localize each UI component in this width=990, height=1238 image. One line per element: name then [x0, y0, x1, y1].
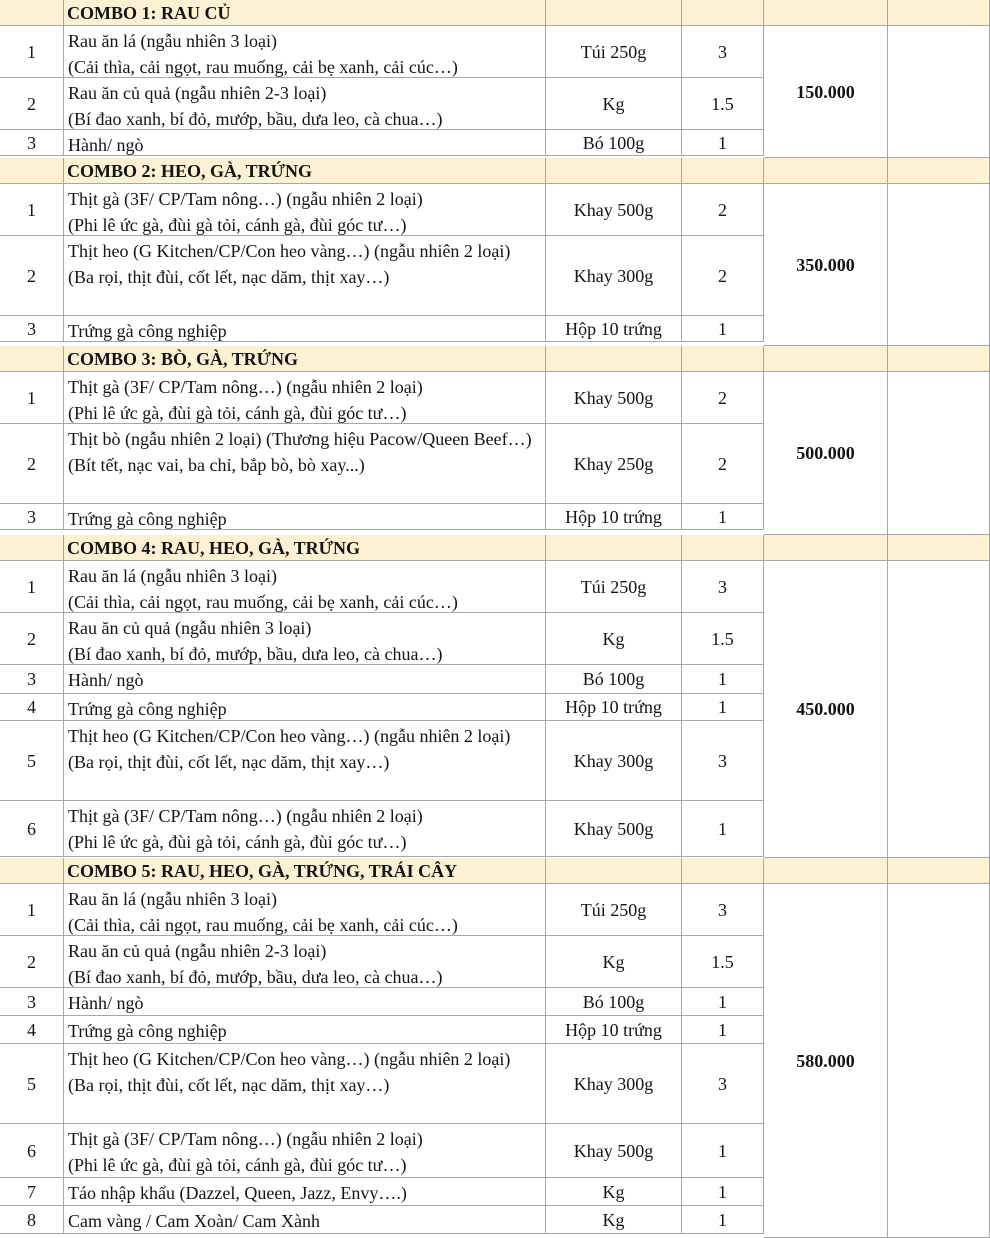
item-quantity: 1 — [682, 1124, 764, 1178]
item-quantity: 1 — [682, 1178, 764, 1206]
blank-cell — [888, 561, 990, 858]
item-description: Rau ăn lá (ngẫu nhiên 3 loại) (Cải thìa, cải ngọt, rau muống, cải bẹ xanh, cải cúc…) — [64, 884, 546, 936]
item-description: Hành/ ngò — [64, 665, 546, 694]
item-quantity: 1 — [682, 1206, 764, 1234]
combo-header-blank-cell — [546, 0, 682, 26]
combo-header-blank-cell — [764, 858, 888, 884]
item-unit: Túi 250g — [546, 561, 682, 613]
item-quantity: 1 — [682, 694, 764, 721]
item-number: 1 — [0, 372, 64, 424]
item-quantity: 3 — [682, 884, 764, 936]
item-description: Thịt gà (3F/ CP/Tam nông…) (ngẫu nhiên 2 loại) (Phi lê ức gà, đùi gà tỏi, cánh gà, đùi góc tư…) — [64, 801, 546, 857]
item-quantity: 1.5 — [682, 613, 764, 665]
item-quantity: 1 — [682, 801, 764, 857]
item-description: Rau ăn lá (ngẫu nhiên 3 loại) (Cải thìa, cải ngọt, rau muống, cải bẹ xanh, cải cúc…) — [64, 26, 546, 78]
combo-header-blank-cell — [682, 535, 764, 561]
item-quantity: 3 — [682, 1044, 764, 1124]
item-description: Hành/ ngò — [64, 988, 546, 1016]
item-unit: Khay 500g — [546, 801, 682, 857]
item-unit: Khay 250g — [546, 424, 682, 504]
item-description: Rau ăn lá (ngẫu nhiên 3 loại) (Cải thìa, cải ngọt, rau muống, cải bẹ xanh, cải cúc…) — [64, 561, 546, 613]
blank-cell — [888, 26, 990, 158]
item-quantity: 2 — [682, 372, 764, 424]
combo-title: COMBO 4: RAU, HEO, GÀ, TRỨNG — [64, 535, 546, 561]
item-number: 2 — [0, 936, 64, 988]
item-description: Rau ăn củ quả (ngẫu nhiên 2-3 loại) (Bí đao xanh, bí đỏ, mướp, bầu, dưa leo, cà chua…) — [64, 78, 546, 130]
item-number: 1 — [0, 884, 64, 936]
item-quantity: 1 — [682, 504, 764, 530]
blank-cell — [888, 184, 990, 346]
item-unit: Hộp 10 trứng — [546, 1016, 682, 1044]
item-number: 2 — [0, 424, 64, 504]
combo-header-blank-cell — [888, 346, 990, 372]
combo-header-blank-cell — [546, 535, 682, 561]
item-number: 1 — [0, 184, 64, 236]
item-unit: Kg — [546, 78, 682, 130]
item-unit: Khay 500g — [546, 184, 682, 236]
combo-header-blank-cell — [764, 158, 888, 184]
item-unit: Bó 100g — [546, 665, 682, 694]
item-description: Thịt heo (G Kitchen/CP/Con heo vàng…) (ngẫu nhiên 2 loại) (Ba rọi, thịt đùi, cốt lết, nạc dăm, thịt xay…) — [64, 721, 546, 801]
item-quantity: 1 — [682, 988, 764, 1016]
blank-cell — [888, 884, 990, 1238]
combo-header-blank-cell — [764, 0, 888, 26]
item-number: 2 — [0, 613, 64, 665]
item-description: Rau ăn củ quả (ngẫu nhiên 2-3 loại) (Bí đao xanh, bí đỏ, mướp, bầu, dưa leo, cà chua…) — [64, 936, 546, 988]
item-number: 3 — [0, 988, 64, 1016]
item-quantity: 3 — [682, 26, 764, 78]
combo-header-blank-cell — [0, 346, 64, 372]
combo-header-blank-cell — [546, 346, 682, 372]
item-quantity: 1.5 — [682, 936, 764, 988]
combo-price: 580.000 — [764, 884, 888, 1238]
item-number: 7 — [0, 1178, 64, 1206]
combo-title: COMBO 1: RAU CỦ — [64, 0, 546, 26]
item-description: Thịt heo (G Kitchen/CP/Con heo vàng…) (ngẫu nhiên 2 loại) (Ba rọi, thịt đùi, cốt lết, nạc dăm, thịt xay…) — [64, 236, 546, 316]
combo-header-blank-cell — [0, 535, 64, 561]
item-unit: Khay 500g — [546, 1124, 682, 1178]
combo-header-blank-cell — [682, 858, 764, 884]
item-unit: Kg — [546, 936, 682, 988]
blank-cell — [888, 372, 990, 535]
combo-title: COMBO 3: BÒ, GÀ, TRỨNG — [64, 346, 546, 372]
item-number: 6 — [0, 1124, 64, 1178]
item-unit: Kg — [546, 1178, 682, 1206]
item-number: 5 — [0, 721, 64, 801]
item-description: Thịt gà (3F/ CP/Tam nông…) (ngẫu nhiên 2 loại) (Phi lê ức gà, đùi gà tỏi, cánh gà, đùi góc tư…) — [64, 1124, 546, 1178]
item-unit: Bó 100g — [546, 988, 682, 1016]
item-description: Thịt gà (3F/ CP/Tam nông…) (ngẫu nhiên 2 loại) (Phi lê ức gà, đùi gà tỏi, cánh gà, đùi góc tư…) — [64, 372, 546, 424]
item-quantity: 1.5 — [682, 78, 764, 130]
item-quantity: 2 — [682, 236, 764, 316]
combo-header-blank-cell — [764, 535, 888, 561]
item-description: Thịt heo (G Kitchen/CP/Con heo vàng…) (ngẫu nhiên 2 loại) (Ba rọi, thịt đùi, cốt lết, nạc dăm, thịt xay…) — [64, 1044, 546, 1124]
combo-header-blank-cell — [0, 158, 64, 184]
item-description: Trứng gà công nghiệp — [64, 504, 546, 530]
item-number: 3 — [0, 504, 64, 530]
item-unit: Hộp 10 trứng — [546, 316, 682, 342]
item-quantity: 3 — [682, 721, 764, 801]
item-description: Táo nhập khẩu (Dazzel, Queen, Jazz, Envy….) — [64, 1178, 546, 1206]
combo-header-blank-cell — [546, 858, 682, 884]
item-unit: Khay 300g — [546, 721, 682, 801]
item-unit: Túi 250g — [546, 884, 682, 936]
item-number: 2 — [0, 236, 64, 316]
item-number: 4 — [0, 694, 64, 721]
item-quantity: 2 — [682, 184, 764, 236]
combo-header-blank-cell — [682, 0, 764, 26]
item-number: 8 — [0, 1206, 64, 1234]
item-number: 3 — [0, 316, 64, 342]
item-number: 2 — [0, 78, 64, 130]
item-unit: Túi 250g — [546, 26, 682, 78]
item-number: 3 — [0, 665, 64, 694]
combo-price: 350.000 — [764, 184, 888, 346]
item-quantity: 3 — [682, 561, 764, 613]
item-quantity: 1 — [682, 130, 764, 156]
item-unit: Hộp 10 trứng — [546, 694, 682, 721]
item-number: 6 — [0, 801, 64, 857]
item-quantity: 1 — [682, 316, 764, 342]
item-description: Trứng gà công nghiệp — [64, 1016, 546, 1044]
item-description: Thịt gà (3F/ CP/Tam nông…) (ngẫu nhiên 2 loại) (Phi lê ức gà, đùi gà tỏi, cánh gà, đùi góc tư…) — [64, 184, 546, 236]
item-number: 3 — [0, 130, 64, 156]
combo-header-blank-cell — [682, 158, 764, 184]
combo-header-blank-cell — [888, 0, 990, 26]
item-unit: Kg — [546, 613, 682, 665]
item-quantity: 1 — [682, 665, 764, 694]
combo-title: COMBO 5: RAU, HEO, GÀ, TRỨNG, TRÁI CÂY — [64, 858, 546, 884]
combo-header-blank-cell — [888, 858, 990, 884]
item-quantity: 2 — [682, 424, 764, 504]
item-description: Rau ăn củ quả (ngẫu nhiên 3 loại) (Bí đao xanh, bí đỏ, mướp, bầu, dưa leo, cà chua…) — [64, 613, 546, 665]
item-number: 1 — [0, 561, 64, 613]
combo-price: 500.000 — [764, 372, 888, 535]
combo-header-blank-cell — [682, 346, 764, 372]
item-quantity: 1 — [682, 1016, 764, 1044]
combo-header-blank-cell — [888, 535, 990, 561]
item-unit: Hộp 10 trứng — [546, 504, 682, 530]
combo-price: 450.000 — [764, 561, 888, 858]
item-number: 4 — [0, 1016, 64, 1044]
item-description: Trứng gà công nghiệp — [64, 694, 546, 721]
item-unit: Kg — [546, 1206, 682, 1234]
item-unit: Bó 100g — [546, 130, 682, 156]
item-description: Thịt bò (ngẫu nhiên 2 loại) (Thương hiệu Pacow/Queen Beef…) (Bít tết, nạc vai, ba chỉ, bắp bò, bò xay...) — [64, 424, 546, 504]
combo-header-blank-cell — [888, 158, 990, 184]
item-unit: Khay 500g — [546, 372, 682, 424]
item-unit: Khay 300g — [546, 1044, 682, 1124]
combo-price: 150.000 — [764, 26, 888, 158]
item-number: 5 — [0, 1044, 64, 1124]
item-description: Cam vàng / Cam Xoàn/ Cam Xành — [64, 1206, 546, 1234]
item-number: 1 — [0, 26, 64, 78]
combo-header-blank-cell — [0, 858, 64, 884]
combo-header-blank-cell — [764, 346, 888, 372]
combo-header-blank-cell — [0, 0, 64, 26]
combo-header-blank-cell — [546, 158, 682, 184]
item-unit: Khay 300g — [546, 236, 682, 316]
combo-title: COMBO 2: HEO, GÀ, TRỨNG — [64, 158, 546, 184]
item-description: Hành/ ngò — [64, 130, 546, 156]
item-description: Trứng gà công nghiệp — [64, 316, 546, 342]
